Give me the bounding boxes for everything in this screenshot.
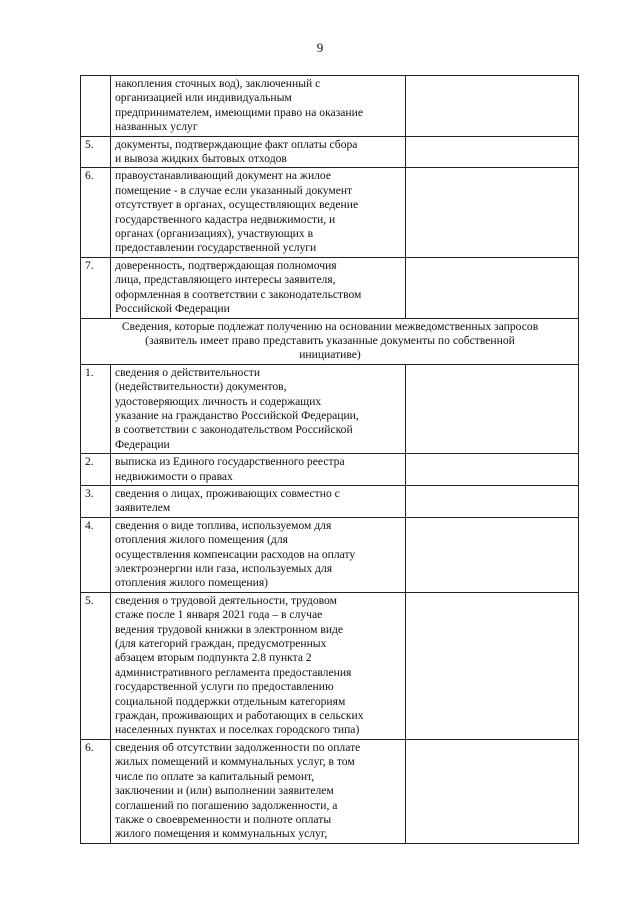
empty-cell bbox=[406, 136, 579, 168]
documents-table bbox=[80, 75, 579, 844]
description-line: сведения о лицах, проживающих совместно с bbox=[115, 486, 340, 500]
description-line: в соответствии с законодательством Российской bbox=[115, 423, 353, 437]
section-header-body bbox=[81, 318, 579, 364]
description-line: помещение - в случае если указанный документ bbox=[115, 183, 353, 197]
document-description bbox=[111, 517, 406, 592]
table-row bbox=[81, 485, 579, 517]
description-line: (недействительности) документов, bbox=[115, 380, 287, 394]
document-description bbox=[111, 136, 406, 168]
description-line: отопления жилого помещения) bbox=[115, 576, 269, 590]
empty-cell bbox=[406, 168, 579, 257]
section-header-line: Сведения, которые подлежат получению на основании межведомственных запросов bbox=[121, 319, 539, 333]
row-number: 5. bbox=[81, 136, 111, 168]
empty-cell bbox=[406, 517, 579, 592]
description-line: (для категорий граждан, предусмотренных bbox=[115, 637, 327, 651]
description-line: предпринимателем, имеющими право на оказание bbox=[115, 105, 363, 119]
description-line: жилого помещения и коммунальных услуг, bbox=[115, 827, 328, 841]
section-header-row bbox=[81, 318, 579, 364]
description-line: и вывоза жидких бытовых отходов bbox=[115, 152, 287, 166]
description-line: населенных пунктах и поселках городского типа) bbox=[115, 723, 360, 737]
description-line: государственного кадастра недвижимости, и bbox=[115, 212, 336, 226]
table-row bbox=[81, 454, 579, 486]
description-line: доверенность, подтверждающая полномочия bbox=[115, 258, 337, 272]
description-line: накопления сточных вод), заключенный с bbox=[115, 77, 321, 90]
row-number: 5. bbox=[81, 592, 111, 739]
row-number: 6. bbox=[81, 739, 111, 843]
description-line: социальной поддержки отдельным категориям bbox=[115, 694, 346, 708]
description-line: заявителем bbox=[115, 501, 171, 515]
table-row bbox=[81, 257, 579, 318]
document-description bbox=[111, 454, 406, 486]
row-number: 3. bbox=[81, 485, 111, 517]
description-line: сведения о трудовой деятельности, трудовом bbox=[115, 593, 337, 607]
description-line: правоустанавливающий документ на жилое bbox=[115, 169, 332, 183]
description-line: сведения об отсутствии задолженности по оплате bbox=[115, 740, 361, 754]
table-row bbox=[81, 739, 579, 843]
row-number: 6. bbox=[81, 168, 111, 257]
row-number: 4. bbox=[81, 517, 111, 592]
description-line: числе по оплате за капитальный ремонт, bbox=[115, 769, 315, 783]
description-line: абзацем вторым подпункта 2.8 пункта 2 bbox=[115, 651, 312, 665]
document-description bbox=[111, 76, 406, 137]
document-description bbox=[111, 168, 406, 257]
description-line: выписка из Единого государственного реестра bbox=[115, 455, 345, 469]
description-line: заключении и (или) выполнении заявителем bbox=[115, 784, 334, 798]
description-line: отопления жилого помещения (для bbox=[115, 533, 288, 547]
row-number: 7. bbox=[81, 257, 111, 318]
document-description bbox=[111, 739, 406, 843]
description-line: осуществления компенсации расходов на оплату bbox=[115, 547, 356, 561]
empty-cell bbox=[406, 364, 579, 453]
description-line: названных услуг bbox=[115, 120, 198, 134]
table-row bbox=[81, 364, 579, 453]
section-header-line: инициативе) bbox=[299, 348, 361, 362]
empty-cell bbox=[406, 76, 579, 137]
description-line: предоставлении государственной услуги bbox=[115, 241, 317, 255]
description-line: сведения о виде топлива, используемом для bbox=[115, 518, 332, 532]
description-line: удостоверяющих личность и содержащих bbox=[115, 394, 322, 408]
description-line: документы, подтверждающие факт оплаты сбора bbox=[115, 137, 358, 151]
table-row bbox=[81, 517, 579, 592]
document-description bbox=[111, 364, 406, 453]
description-line: электроэнергии или газа, используемых для bbox=[115, 562, 333, 575]
description-line: ведения трудовой книжки в электронном виде bbox=[115, 622, 344, 636]
empty-cell bbox=[406, 257, 579, 318]
description-line: Российской Федерации bbox=[115, 302, 230, 316]
description-line: отсутствует в органах, осуществляющих ведение bbox=[115, 198, 359, 212]
row-number bbox=[81, 76, 111, 137]
description-line: соглашений по погашению задолженности, а bbox=[115, 798, 338, 812]
description-line: лица, представляющего интересы заявителя, bbox=[115, 273, 336, 287]
empty-cell bbox=[406, 592, 579, 739]
table-row bbox=[81, 136, 579, 168]
table-row bbox=[81, 592, 579, 739]
description-line: недвижимости о правах bbox=[115, 469, 233, 483]
document-description bbox=[111, 485, 406, 517]
empty-cell bbox=[406, 454, 579, 486]
document-description bbox=[111, 257, 406, 318]
description-line: жилых помещений и коммунальных услуг, в том bbox=[115, 755, 355, 769]
documents-table-top bbox=[81, 76, 579, 319]
description-line: административного регламента предоставления bbox=[115, 665, 352, 679]
description-line: сведения о действительности bbox=[115, 365, 261, 379]
documents-table-bottom bbox=[81, 364, 579, 843]
document-description bbox=[111, 592, 406, 739]
description-line: стаже после 1 января 2021 года – в случае bbox=[115, 608, 323, 622]
description-line: организацией или индивидуальным bbox=[115, 91, 292, 105]
description-line: указание на гражданство Российской Федерации, bbox=[115, 408, 359, 422]
section-header bbox=[81, 318, 579, 364]
description-line: также о своевременности и полноте оплаты bbox=[115, 812, 332, 826]
description-line: государственной услуги по предоставлению bbox=[115, 680, 334, 694]
table-row bbox=[81, 76, 579, 137]
description-line: граждан, проживающих и работающих в сельских bbox=[115, 709, 364, 723]
empty-cell bbox=[406, 485, 579, 517]
description-line: оформленная в соответствии с законодательством bbox=[115, 287, 362, 301]
empty-cell bbox=[406, 739, 579, 843]
page-number: 9 bbox=[316, 40, 324, 55]
section-header-line: (заявитель имеет право представить указанные документы по собственной bbox=[145, 333, 515, 347]
row-number: 2. bbox=[81, 454, 111, 486]
description-line: органах (организациях), участвующих в bbox=[115, 227, 314, 241]
row-number: 1. bbox=[81, 364, 111, 453]
description-line: Федерации bbox=[115, 437, 170, 451]
table-row bbox=[81, 168, 579, 257]
